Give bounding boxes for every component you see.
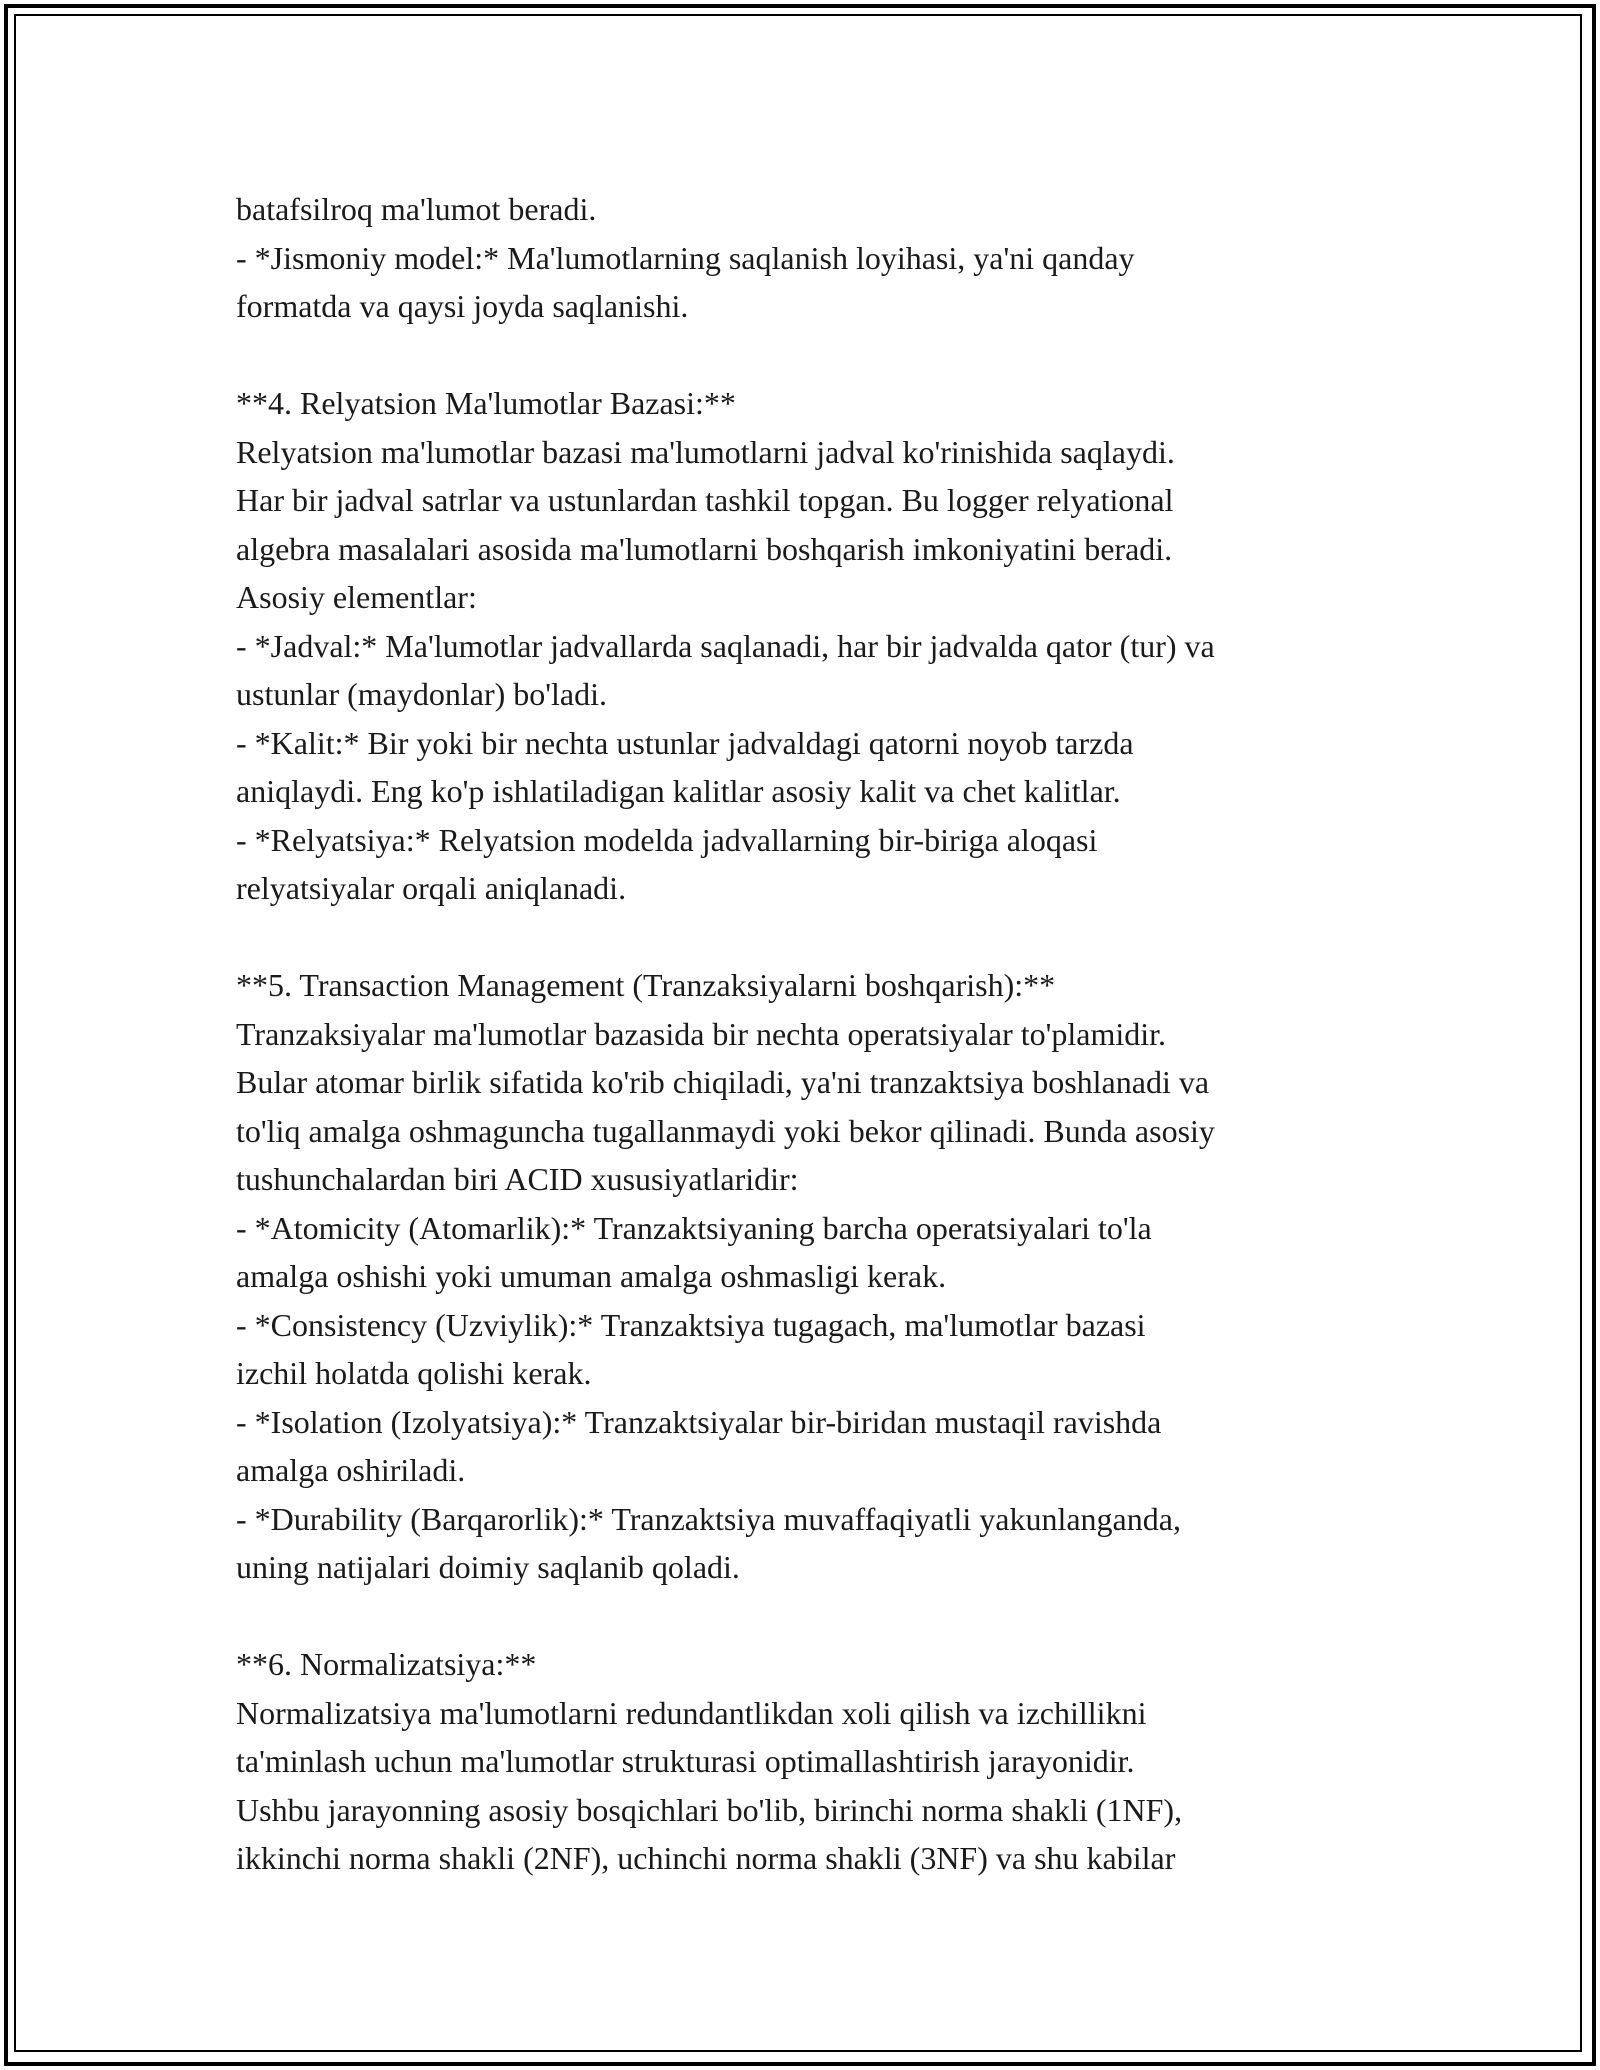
list-item-isolation: - *Isolation (Izolyatsiya):* Tranzaktsiyalar bir-biridan mustaqil ravishda (236, 1403, 1162, 1440)
text-line: amalga oshiriladi. (236, 1452, 466, 1488)
list-item-kalit: - *Kalit:* Bir yoki bir nechta ustunlar jadvaldagi qatorni noyob tarzda (236, 724, 1134, 761)
text-line: Asosiy elementlar: (236, 579, 477, 615)
text-line: uning natijalari doimiy saqlanib qoladi. (236, 1549, 740, 1585)
list-item-jismoniy-model: - *Jismoniy model:* Ma'lumotlarning saqlanish loyihasi, ya'ni qanday (236, 239, 1135, 276)
text-line: Tranzaksiyalar ma'lumotlar bazasida bir nechta operatsiyalar to'plamidir. (236, 1015, 1167, 1052)
text-line: ta'minlash uchun ma'lumotlar strukturasi optimallashtirish jarayonidir. (236, 1743, 1135, 1779)
text-line: tushunchalardan biri ACID xususiyatlaridir: (236, 1161, 799, 1197)
list-item-atomicity: - *Atomicity (Atomarlik):* Tranzaktsiyaning barcha operatsiyalari to'la (236, 1209, 1152, 1246)
list-item-jadval: - *Jadval:* Ma'lumotlar jadvallarda saqlanadi, har bir jadvalda qator (tur) va (236, 627, 1215, 664)
text-line: batafsilroq ma'lumot beradi. (236, 191, 597, 227)
list-item-consistency: - *Consistency (Uzviylik):* Tranzaktsiya tugagach, ma'lumotlar bazasi (236, 1306, 1146, 1343)
text-line: ustunlar (maydonlar) bo'ladi. (236, 676, 607, 712)
text-line: izchil holatda qolishi kerak. (236, 1355, 592, 1391)
list-item-relyatsiya: - *Relyatsiya:* Relyatsion modelda jadvallarning bir-biriga aloqasi (236, 821, 1098, 858)
text-line: to'liq amalga oshmaguncha tugallanmaydi yoki bekor qilinadi. Bunda asosiy (236, 1112, 1215, 1149)
text-line: Bular atomar birlik sifatida ko'rib chiqiladi, ya'ni tranzaktsiya boshlanadi va (236, 1064, 1210, 1100)
section-heading-5: **5. Transaction Management (Tranzaksiyalarni boshqarish):** (236, 967, 1056, 1003)
text-line: Har bir jadval satrlar va ustunlardan tashkil topgan. Bu logger relyational (236, 482, 1174, 518)
text-line: formatda va qaysi joyda saqlanishi. (236, 288, 689, 324)
text-line: ikkinchi norma shakli (2NF), uchinchi norma shakli (3NF) va shu kabilar (236, 1840, 1176, 1876)
text-line: aniqlaydi. Eng ko'p ishlatiladigan kalitlar asosiy kalit va chet kalitlar. (236, 773, 1121, 809)
text-line: algebra masalalari asosida ma'lumotlarni boshqarish imkoniyatini beradi. (236, 530, 1173, 567)
section-heading-6: **6. Normalizatsiya:** (236, 1646, 537, 1682)
text-line: amalga oshishi yoki umuman amalga oshmasligi kerak. (236, 1258, 947, 1294)
text-line: Relyatsion ma'lumotlar bazasi ma'lumotlarni jadval ko'rinishida saqlaydi. (236, 433, 1175, 470)
blank-line (236, 913, 1436, 962)
text-line: relyatsiyalar orqali aniqlanadi. (236, 870, 627, 906)
document-body (236, 185, 1436, 1883)
list-item-durability: - *Durability (Barqarorlik):* Tranzaktsiya muvaffaqiyatli yakunlanganda, (236, 1500, 1181, 1537)
text-line: Normalizatsiya ma'lumotlarni redundantlikdan xoli qilish va izchillikni (236, 1694, 1147, 1731)
blank-line (236, 1592, 1436, 1641)
section-heading-4: **4. Relyatsion Ma'lumotlar Bazasi:** (236, 385, 736, 421)
text-line: Ushbu jarayonning asosiy bosqichlari bo'lib, birinchi norma shakli (1NF), (236, 1791, 1183, 1828)
blank-line (236, 331, 1436, 380)
